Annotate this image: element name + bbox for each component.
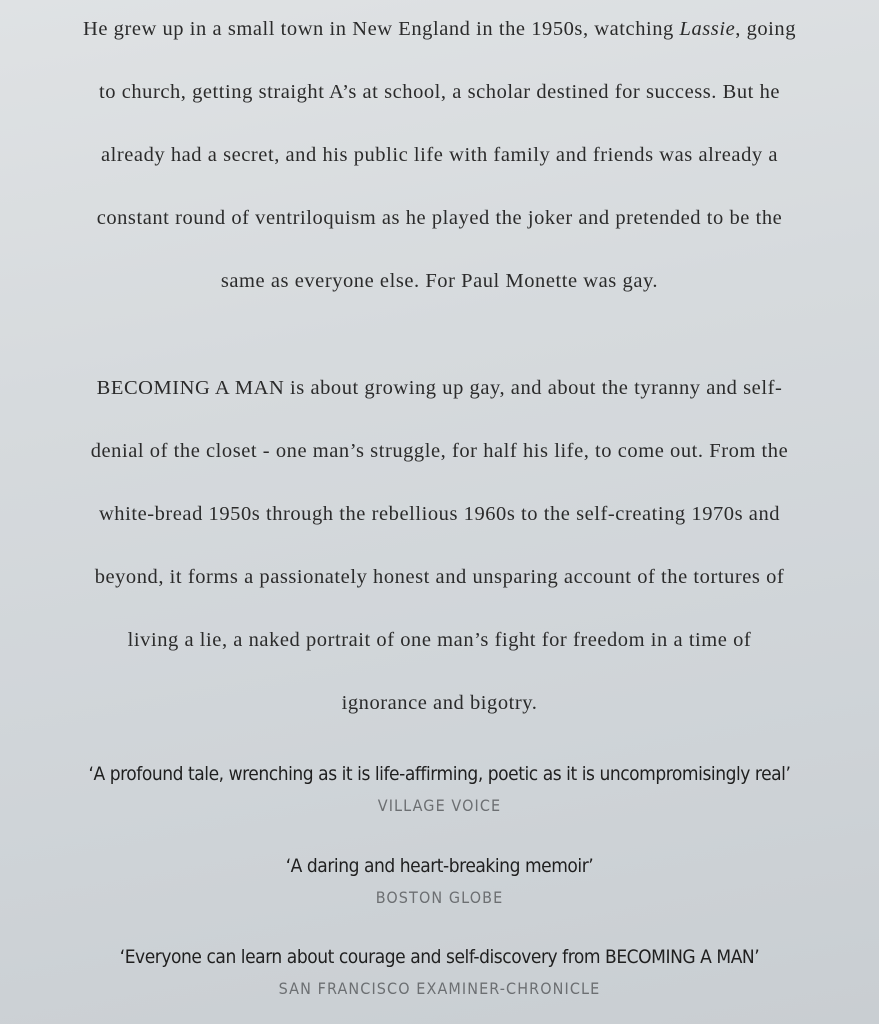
blurb-line: He grew up in a small town in New England in the 1950s, watching Lassie, going (82, 18, 797, 40)
blurb-line: constant round of ventriloquism as he played the joker and pretended to be the (96, 207, 783, 229)
quote-source: VILLAGE VOICE (377, 796, 502, 815)
review-quote-2 (0, 852, 879, 909)
blurb-line: ignorance and bigotry. (341, 692, 538, 714)
blurb-line: beyond, it forms a passionately honest and unsparing account of the tortures of (94, 566, 785, 588)
review-quote-3 (0, 943, 879, 1000)
quote-source: BOSTON GLOBE (375, 888, 504, 907)
blurb-paragraph-2 (0, 357, 879, 735)
quote-source: SAN FRANCISCO EXAMINER-CHRONICLE (278, 979, 601, 998)
blurb-line: living a lie, a naked portrait of one man’s fight for freedom in a time of (127, 629, 752, 651)
review-quote-1 (0, 760, 879, 817)
blurb-line: BECOMING A MAN is about growing up gay, and about the tyranny and self- (96, 377, 783, 399)
blurb-line: same as everyone else. For Paul Monette was gay. (220, 270, 659, 292)
quote-text: ‘A daring and heart-breaking memoir’ (285, 855, 594, 877)
blurb-line: already had a secret, and his public life with family and friends was already a (101, 144, 778, 166)
italic-title: Lassie (679, 18, 736, 40)
blurb-line: to church, getting straight A’s at school, a scholar destined for success. But he (98, 81, 781, 103)
blurb-line: denial of the closet - one man’s struggle, for half his life, to come out. From the (90, 440, 789, 462)
blurb-paragraph-1 (0, 0, 879, 313)
blurb-line: white-bread 1950s through the rebellious 1960s to the self-creating 1970s and (98, 503, 781, 525)
quote-text: ‘A profound tale, wrenching as it is life-affirming, poetic as it is uncompromisingly real’ (88, 763, 791, 785)
quote-text: ‘Everyone can learn about courage and self-discovery from BECOMING A MAN’ (119, 946, 760, 968)
